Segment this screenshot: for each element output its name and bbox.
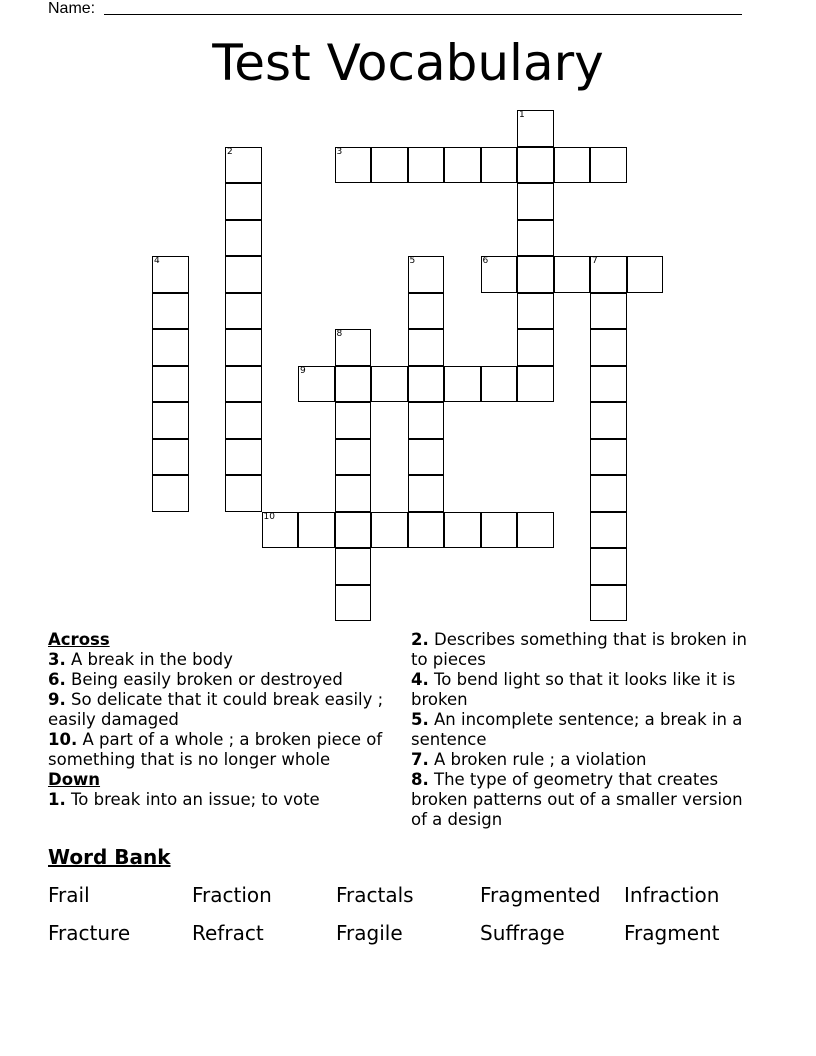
clue-number: 3 [336,146,343,157]
clue [411,630,756,670]
crossword-cell[interactable] [554,256,591,293]
clue-text: A break in the body [65,650,233,669]
crossword-cell[interactable] [225,183,262,220]
clue-text: The type of geometry that creates broken patterns out of a smaller version of a design [411,770,743,829]
crossword-cell[interactable] [590,585,627,622]
clues-right-column [411,630,756,830]
crossword-cell[interactable] [444,366,481,403]
across-heading: Across [48,630,110,649]
clue [411,770,756,830]
crossword-cell[interactable] [590,439,627,476]
crossword-cell[interactable] [408,329,445,366]
word-bank-item: Fragment [624,921,720,945]
crossword-cell[interactable] [408,366,445,403]
crossword-cell[interactable] [152,256,189,293]
crossword-cell[interactable] [517,366,554,403]
crossword-cell[interactable] [152,329,189,366]
clue [48,650,398,670]
word-bank-item: Fractals [336,883,414,907]
crossword-cell[interactable] [152,366,189,403]
crossword-cell[interactable] [335,585,372,622]
crossword-cell[interactable] [590,475,627,512]
crossword-cell[interactable] [225,366,262,403]
clue-number-label: 6. [48,670,66,689]
clue-number: 9 [300,365,306,376]
clue-number: 4 [154,256,160,266]
crossword-cell[interactable] [517,110,554,147]
clue [48,670,398,690]
crossword-cell[interactable] [225,256,262,293]
clue [411,670,756,710]
crossword-cell[interactable] [590,256,627,293]
crossword-cell[interactable] [590,147,627,184]
crossword-cell[interactable] [335,366,372,403]
down-heading: Down [48,770,101,789]
crossword-cell[interactable] [371,512,408,549]
crossword-cell[interactable] [590,512,627,549]
crossword-cell[interactable] [335,475,372,512]
word-bank-item: Fraction [192,883,272,907]
crossword-cell[interactable] [517,512,554,549]
clue-number-label: 10. [48,730,78,749]
clue-number: 8 [336,329,343,339]
clue-text: A broken rule ; a violation [428,750,647,769]
crossword-cell[interactable] [335,329,372,366]
crossword-cell[interactable] [262,512,299,549]
crossword-cell[interactable] [152,439,189,476]
clue-number-label: 3. [48,650,66,669]
crossword-cell[interactable] [627,256,664,293]
word-bank-title: Word Bank [48,845,171,869]
crossword-cell[interactable] [590,402,627,439]
clue [48,730,398,770]
crossword-cell[interactable] [225,329,262,366]
word-bank-item: Frail [48,883,90,907]
word-bank-item: Infraction [624,883,720,907]
clue-text: Describes something that is broken in to pieces [411,630,747,669]
crossword-cell[interactable] [335,147,372,184]
crossword-cell[interactable] [590,293,627,330]
crossword-cell[interactable] [481,512,518,549]
clue [411,750,756,770]
word-bank-item: Suffrage [480,921,565,945]
crossword-cell[interactable] [408,293,445,330]
crossword-cell[interactable] [408,402,445,439]
crossword-cell[interactable] [408,475,445,512]
word-bank-item: Fragmented [480,883,601,907]
crossword-cell[interactable] [444,147,481,184]
crossword-cell[interactable] [225,439,262,476]
crossword-cell[interactable] [225,402,262,439]
crossword-cell[interactable] [408,256,445,293]
crossword-cell[interactable] [371,366,408,403]
crossword-cell[interactable] [408,512,445,549]
clue [48,690,398,730]
crossword-cell[interactable] [225,293,262,330]
clue-text: An incomplete sentence; a break in a sentence [411,710,743,749]
crossword-cell[interactable] [335,439,372,476]
clue-number-label: 2. [411,630,429,649]
crossword-cell[interactable] [517,293,554,330]
crossword-cell[interactable] [517,220,554,257]
crossword-cell[interactable] [225,147,262,184]
crossword-cell[interactable] [590,548,627,585]
crossword-cell[interactable] [335,512,372,549]
crossword-cell[interactable] [298,366,335,403]
clue-number-label: 7. [411,750,429,769]
word-bank-item: Fragile [336,921,403,945]
crossword-cell[interactable] [335,402,372,439]
clue-number: 2 [227,146,233,157]
crossword-cell[interactable] [517,147,554,184]
crossword-cell[interactable] [152,402,189,439]
page-title: Test Vocabulary [212,34,604,92]
clue-number: 7 [592,256,598,266]
clue-number: 5 [409,256,416,266]
name-label: Name: [48,0,96,17]
crossword-cell[interactable] [481,366,518,403]
crossword-cell[interactable] [152,475,189,512]
crossword-cell[interactable] [517,256,554,293]
crossword-cell[interactable] [371,147,408,184]
crossword-cell[interactable] [298,512,335,549]
clue [48,790,398,810]
word-bank-item: Refract [192,921,264,945]
crossword-cell[interactable] [554,147,591,184]
clue-text: Being easily broken or destroyed [65,670,343,689]
crossword-cell[interactable] [481,256,518,293]
clue-number: 10 [263,511,275,522]
crossword-cell[interactable] [225,475,262,512]
crossword-cell[interactable] [408,147,445,184]
crossword-cell[interactable] [408,439,445,476]
clue-text: So delicate that it could break easily ; easily damaged [48,690,384,729]
word-bank-item: Fracture [48,921,131,945]
crossword-cell[interactable] [481,147,518,184]
clue-number: 1 [519,110,525,120]
clue-number-label: 4. [411,670,429,689]
clues-left-column [48,630,398,810]
clue-number-label: 5. [411,710,429,729]
clue-text: A part of a whole ; a broken piece of something that is no longer whole [48,730,383,769]
crossword-cell[interactable] [225,220,262,257]
clue-text: To break into an issue; to vote [65,790,320,809]
crossword-cell[interactable] [517,183,554,220]
clue-number-label: 9. [48,690,66,709]
clue-number-label: 8. [411,770,429,789]
crossword-cell[interactable] [590,329,627,366]
clue-number-label: 1. [48,790,66,809]
crossword-cell[interactable] [335,548,372,585]
crossword-cell[interactable] [517,329,554,366]
crossword-cell[interactable] [444,512,481,549]
crossword-cell[interactable] [152,293,189,330]
clue-number: 6 [482,256,489,266]
crossword-cell[interactable] [590,366,627,403]
clue [411,710,756,750]
clue-text: To bend light so that it looks like it is broken [411,670,736,709]
